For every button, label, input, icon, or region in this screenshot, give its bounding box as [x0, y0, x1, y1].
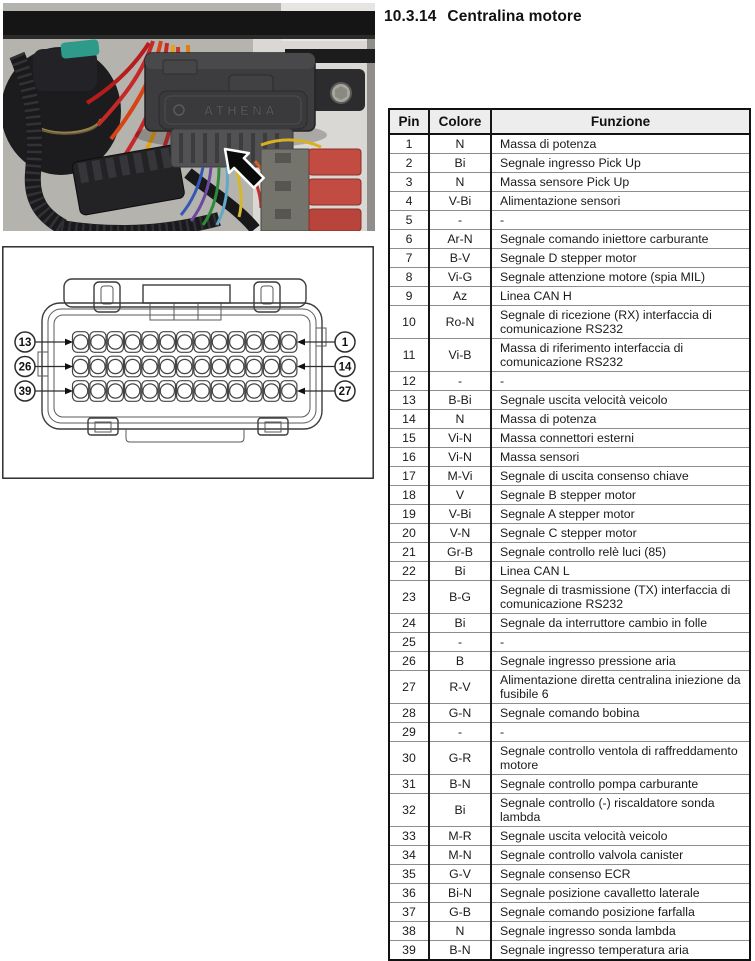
cell-pin: 33: [389, 827, 429, 846]
cell-color: Bi: [429, 562, 491, 581]
cell-pin: 18: [389, 486, 429, 505]
table-row: [389, 941, 750, 961]
cell-color: G-R: [429, 742, 491, 775]
cell-function: Segnale di uscita consenso chiave: [491, 467, 750, 486]
cell-color: V-Bi: [429, 192, 491, 211]
cell-function: Linea CAN L: [491, 562, 750, 581]
table-row: [389, 614, 750, 633]
cell-function: Segnale uscita velocità veicolo: [491, 391, 750, 410]
cell-color: Bi: [429, 794, 491, 827]
pin-label: 39: [18, 386, 32, 398]
cell-pin: 7: [389, 249, 429, 268]
cell-color: Bi: [429, 154, 491, 173]
cell-pin: 28: [389, 704, 429, 723]
diagram-right-labels: [297, 332, 355, 401]
table-row: [389, 652, 750, 671]
table-row: [389, 922, 750, 941]
ecu-logo-plate: [163, 60, 197, 74]
cell-pin: 26: [389, 652, 429, 671]
cell-pin: 11: [389, 339, 429, 372]
cell-function: Segnale controllo relè luci (85): [491, 543, 750, 562]
cell-pin: 24: [389, 614, 429, 633]
cell-color: M-N: [429, 846, 491, 865]
cell-pin: 8: [389, 268, 429, 287]
table-row: [389, 173, 750, 192]
table-row: [389, 211, 750, 230]
cell-function: Segnale controllo ventola di raffreddamento motore: [491, 742, 750, 775]
cell-function: -: [491, 211, 750, 230]
cell-color: N: [429, 922, 491, 941]
cell-pin: 31: [389, 775, 429, 794]
cell-pin: 13: [389, 391, 429, 410]
table-row: [389, 429, 750, 448]
table-row: [389, 249, 750, 268]
cell-function: Segnale da interruttore cambio in folle: [491, 614, 750, 633]
table-row: [389, 581, 750, 614]
cell-color: B-N: [429, 775, 491, 794]
cell-function: Massa di potenza: [491, 134, 750, 154]
cell-color: B-G: [429, 581, 491, 614]
ecu-step: [229, 75, 273, 93]
table-row: [389, 486, 750, 505]
table-row: [389, 467, 750, 486]
cell-color: -: [429, 372, 491, 391]
section-title: [384, 8, 582, 26]
cell-color: N: [429, 134, 491, 154]
cell-pin: 1: [389, 134, 429, 154]
cell-color: G-B: [429, 903, 491, 922]
cell-pin: 25: [389, 633, 429, 652]
table-row: [389, 134, 750, 154]
frame-tube: [3, 11, 375, 39]
pinout-table-head: [389, 109, 750, 134]
cell-function: Massa sensori: [491, 448, 750, 467]
cell-function: Linea CAN H: [491, 287, 750, 306]
cell-function: Segnale comando posizione farfalla: [491, 903, 750, 922]
cell-color: Vi-B: [429, 339, 491, 372]
cell-pin: 14: [389, 410, 429, 429]
cell-pin: 3: [389, 173, 429, 192]
cell-color: -: [429, 211, 491, 230]
cell-function: Segnale ingresso Pick Up: [491, 154, 750, 173]
table-row: [389, 372, 750, 391]
cell-function: Segnale ingresso temperatura aria: [491, 941, 750, 961]
cell-function: Segnale comando iniettore carburante: [491, 230, 750, 249]
cell-pin: 12: [389, 372, 429, 391]
cell-color: -: [429, 723, 491, 742]
cell-pin: 34: [389, 846, 429, 865]
ecu-brand-label: ATHENA: [203, 103, 279, 118]
cell-function: Segnale attenzione motore (spia MIL): [491, 268, 750, 287]
cell-color: G-V: [429, 865, 491, 884]
frame-tube-edge: [3, 35, 375, 39]
cell-color: G-N: [429, 704, 491, 723]
table-row: [389, 562, 750, 581]
table-row: [389, 827, 750, 846]
cell-pin: 21: [389, 543, 429, 562]
cell-pin: 5: [389, 211, 429, 230]
header-function: Funzione: [491, 109, 750, 134]
cell-pin: 20: [389, 524, 429, 543]
connector-pinout-diagram: [2, 246, 374, 479]
cell-pin: 29: [389, 723, 429, 742]
cell-function: Massa di riferimento interfaccia di comunicazione RS232: [491, 339, 750, 372]
table-row: [389, 543, 750, 562]
cell-color: Gr-B: [429, 543, 491, 562]
cell-color: N: [429, 173, 491, 192]
section-number: 10.3.14: [384, 8, 437, 25]
table-row: [389, 192, 750, 211]
cell-pin: 27: [389, 671, 429, 704]
table-row: [389, 268, 750, 287]
cell-function: Segnale controllo (-) riscaldatore sonda lambda: [491, 794, 750, 827]
cell-pin: 37: [389, 903, 429, 922]
cell-pin: 4: [389, 192, 429, 211]
table-row: [389, 448, 750, 467]
table-row: [389, 306, 750, 339]
cell-function: Segnale ingresso sonda lambda: [491, 922, 750, 941]
cell-function: Segnale di trasmissione (TX) interfaccia di comunicazione RS232: [491, 581, 750, 614]
connector-diagram-svg: [2, 246, 374, 479]
pin-table-body: [389, 134, 750, 960]
cell-color: Bi: [429, 614, 491, 633]
fuse-notch-2: [275, 181, 291, 191]
cell-pin: 17: [389, 467, 429, 486]
pinout-table: [388, 108, 751, 961]
table-row: [389, 794, 750, 827]
table-row: [389, 410, 750, 429]
cell-pin: 10: [389, 306, 429, 339]
cell-color: V: [429, 486, 491, 505]
cell-function: -: [491, 372, 750, 391]
section-name: Centralina motore: [447, 8, 582, 25]
table-row: [389, 391, 750, 410]
cell-color: Ro-N: [429, 306, 491, 339]
cell-pin: 30: [389, 742, 429, 775]
table-row: [389, 775, 750, 794]
pin-label: 26: [18, 361, 32, 374]
table-row: [389, 884, 750, 903]
table-row: [389, 505, 750, 524]
cell-pin: 38: [389, 922, 429, 941]
table-row: [389, 154, 750, 173]
header-row: [389, 109, 750, 134]
pinout-table-container: [388, 108, 751, 961]
cell-function: Segnale comando bobina: [491, 704, 750, 723]
cell-function: Alimentazione diretta centralina iniezione da fusibile 6: [491, 671, 750, 704]
cell-pin: 32: [389, 794, 429, 827]
cell-color: M-R: [429, 827, 491, 846]
cell-function: Massa connettori esterni: [491, 429, 750, 448]
cell-pin: 39: [389, 941, 429, 961]
table-row: [389, 524, 750, 543]
cell-color: B: [429, 652, 491, 671]
pin-label: 1: [341, 337, 349, 349]
table-row: [389, 865, 750, 884]
cell-color: B-V: [429, 249, 491, 268]
cell-pin: 6: [389, 230, 429, 249]
cell-color: N: [429, 410, 491, 429]
diagram-left-labels: [15, 332, 73, 401]
pin-label: 27: [338, 386, 352, 398]
cell-color: Vi-N: [429, 429, 491, 448]
cell-color: B-N: [429, 941, 491, 961]
table-row: [389, 339, 750, 372]
cell-color: R-V: [429, 671, 491, 704]
diagram-frame: [3, 247, 373, 478]
pin-label: 14: [338, 361, 352, 374]
table-row: [389, 671, 750, 704]
table-row: [389, 230, 750, 249]
red-module-3: [309, 209, 361, 231]
cell-function: Segnale controllo valvola canister: [491, 846, 750, 865]
cell-function: Alimentazione sensori: [491, 192, 750, 211]
cell-function: Segnale D stepper motor: [491, 249, 750, 268]
cell-pin: 19: [389, 505, 429, 524]
cell-pin: 36: [389, 884, 429, 903]
ecu-location-photo: [3, 3, 375, 231]
cell-function: Massa di potenza: [491, 410, 750, 429]
cell-function: Segnale A stepper motor: [491, 505, 750, 524]
cell-color: V-N: [429, 524, 491, 543]
cell-pin: 15: [389, 429, 429, 448]
cell-color: V-Bi: [429, 505, 491, 524]
table-row: [389, 287, 750, 306]
cell-pin: 16: [389, 448, 429, 467]
cell-pin: 23: [389, 581, 429, 614]
cell-pin: 2: [389, 154, 429, 173]
cell-color: Vi-G: [429, 268, 491, 287]
cell-function: Segnale di ricezione (RX) interfaccia di comunicazione RS232: [491, 306, 750, 339]
table-row: [389, 742, 750, 775]
cell-color: B-Bi: [429, 391, 491, 410]
cell-function: -: [491, 633, 750, 652]
red-module-2: [309, 179, 361, 205]
table-row: [389, 846, 750, 865]
table-row: [389, 903, 750, 922]
cell-color: Vi-N: [429, 448, 491, 467]
table-row: [389, 633, 750, 652]
table-row: [389, 723, 750, 742]
cell-function: Segnale ingresso pressione aria: [491, 652, 750, 671]
cell-function: Segnale posizione cavalletto laterale: [491, 884, 750, 903]
table-row: [389, 704, 750, 723]
cell-function: Segnale consenso ECR: [491, 865, 750, 884]
pin-label: 13: [18, 337, 32, 349]
red-module-1: [309, 149, 361, 175]
cell-color: -: [429, 633, 491, 652]
ecu-photo-illustration: [3, 3, 375, 231]
cell-function: Segnale C stepper motor: [491, 524, 750, 543]
fuse-notch-3: [275, 209, 291, 219]
cell-color: Ar-N: [429, 230, 491, 249]
header-color: Colore: [429, 109, 491, 134]
cell-color: Bi-N: [429, 884, 491, 903]
cell-pin: 22: [389, 562, 429, 581]
header-pin: Pin: [389, 109, 429, 134]
cell-pin: 9: [389, 287, 429, 306]
fuse-notch-1: [275, 153, 291, 163]
cell-pin: 35: [389, 865, 429, 884]
cell-function: Segnale B stepper motor: [491, 486, 750, 505]
cell-function: Segnale controllo pompa carburante: [491, 775, 750, 794]
cell-function: -: [491, 723, 750, 742]
cell-function: Massa sensore Pick Up: [491, 173, 750, 192]
cell-color: Az: [429, 287, 491, 306]
cell-color: M-Vi: [429, 467, 491, 486]
cell-function: Segnale uscita velocità veicolo: [491, 827, 750, 846]
